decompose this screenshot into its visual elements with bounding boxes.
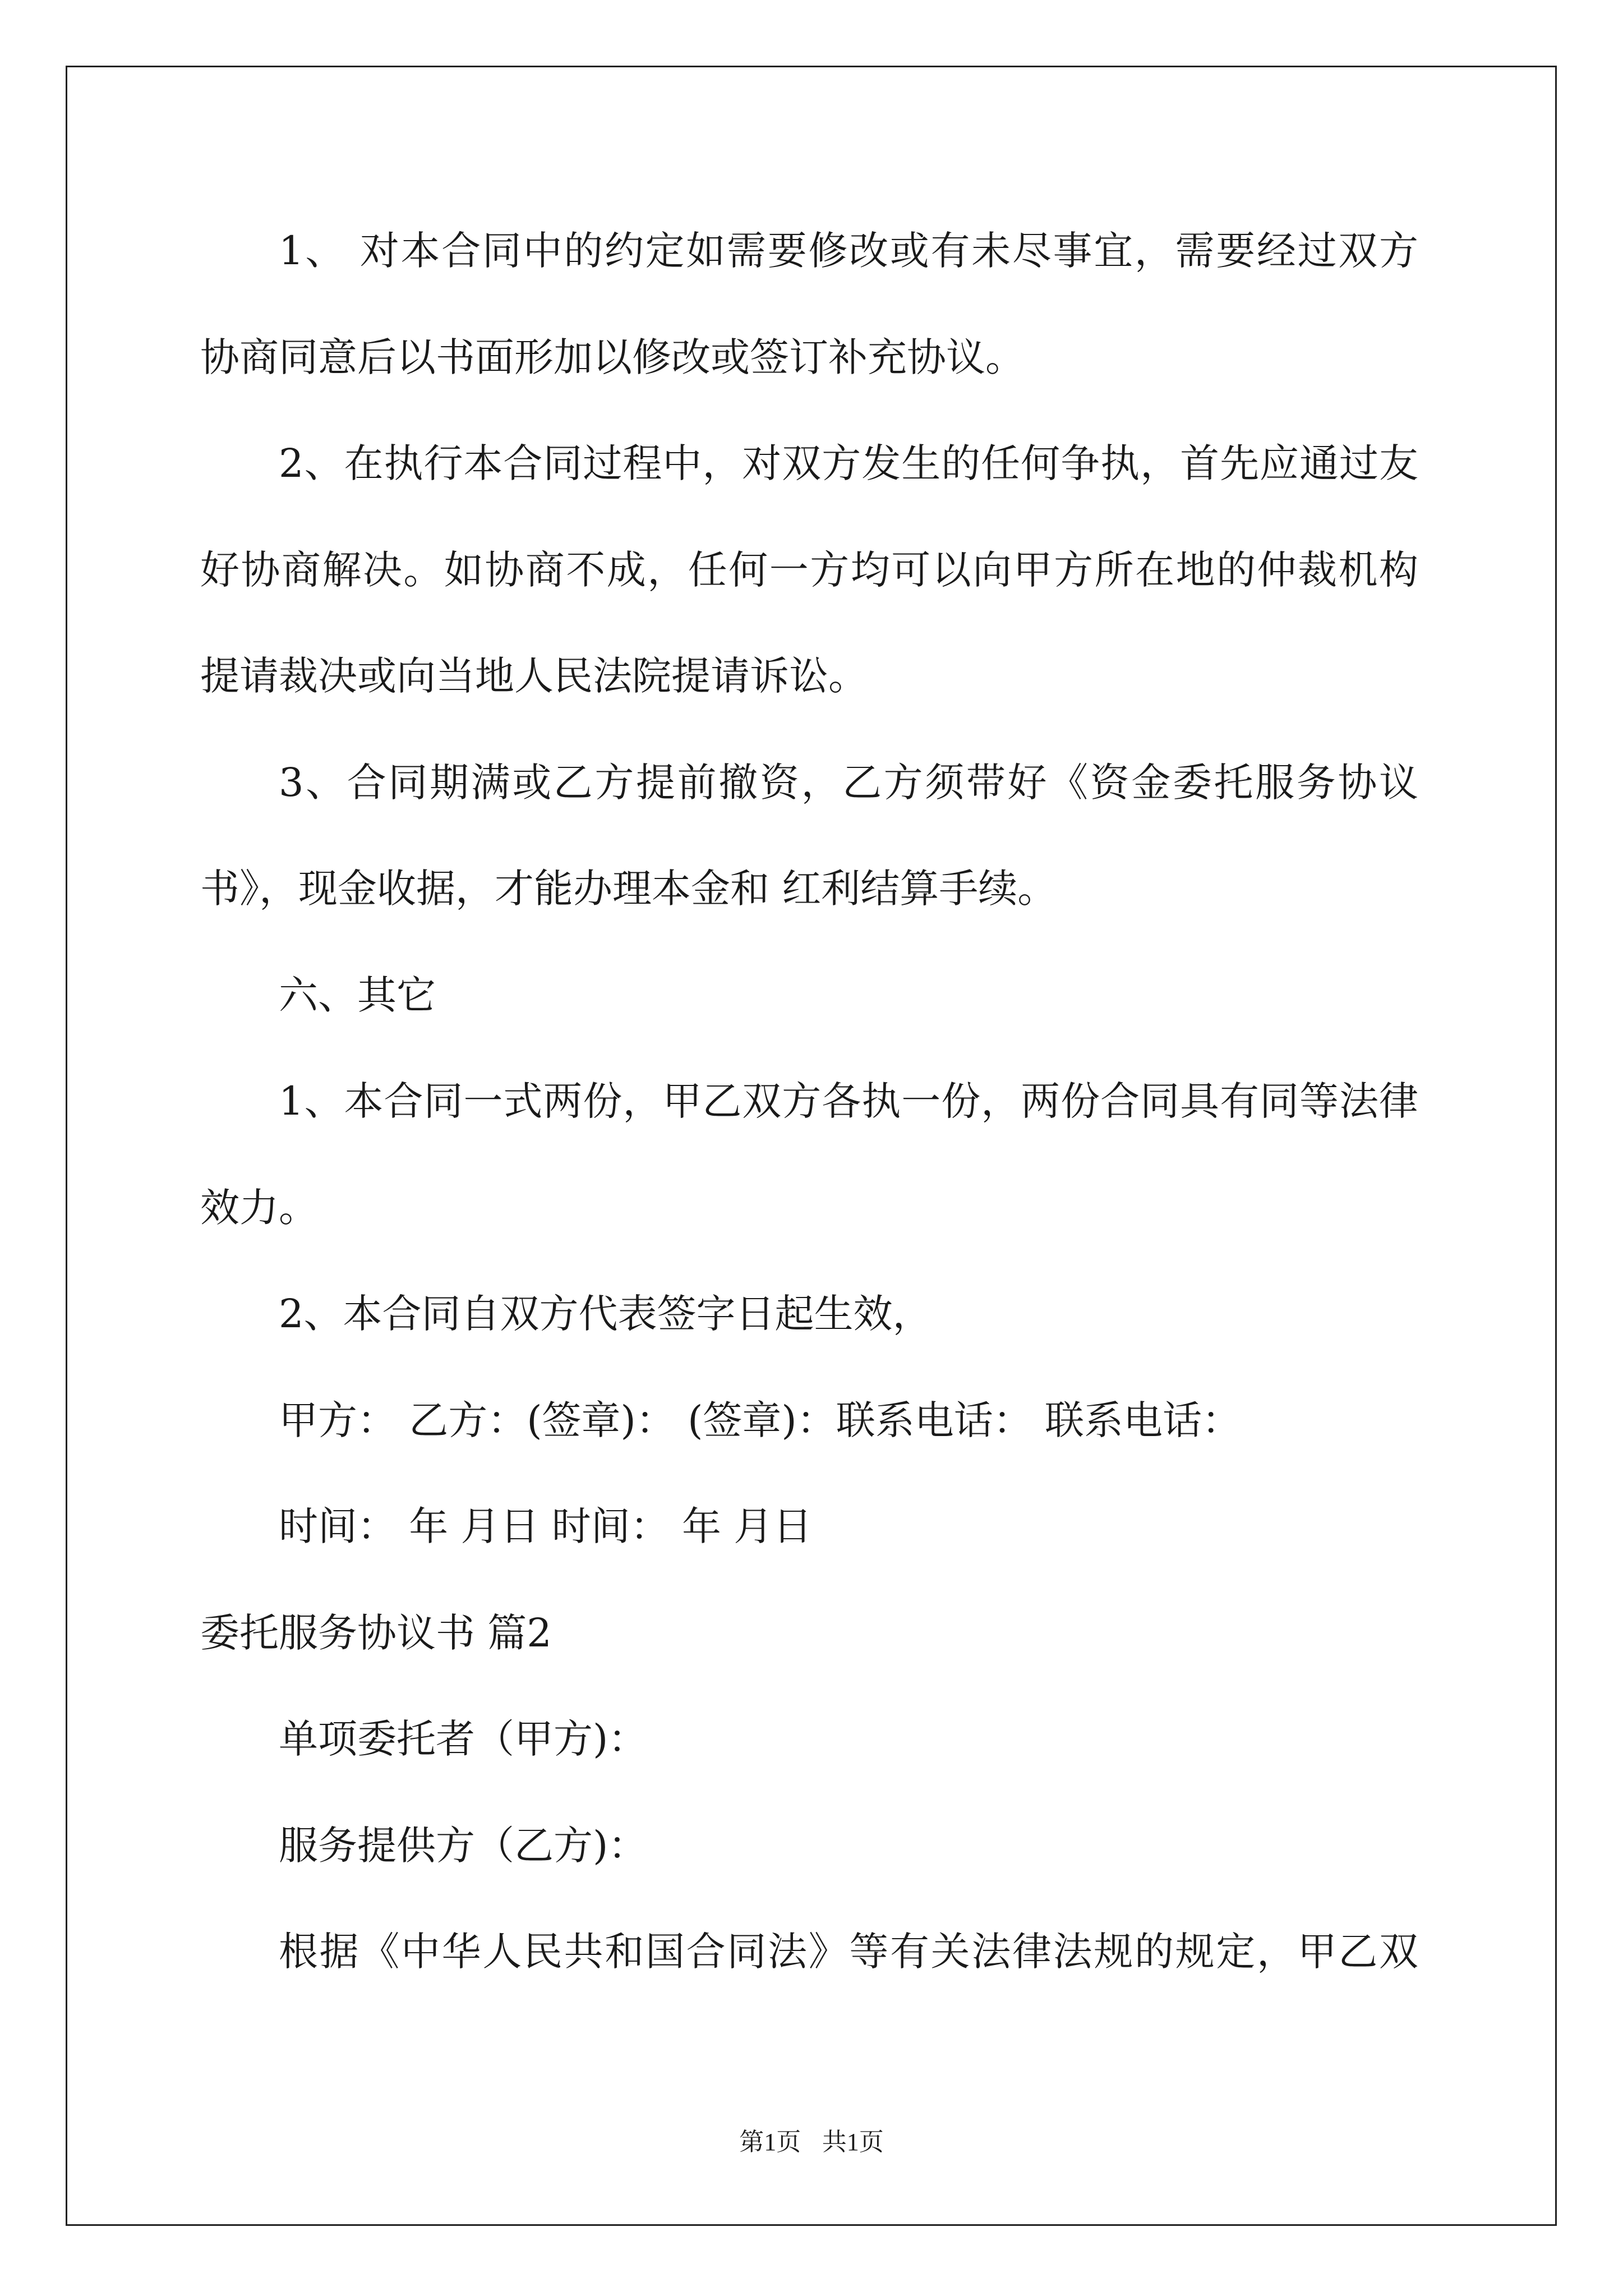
clause-1-line-1: 1、 对本合同中的约定如需要修改或有未尽事宜，需要经过双方 <box>279 228 1418 274</box>
party-b-line: 服务提供方（乙方)： <box>279 1822 648 1869</box>
section-6-clause-1-line-1: 1、本合同一式两份，甲乙双方各执一份，两份合同具有同等法律 <box>279 1078 1418 1124</box>
clause-3-line-1: 3、合同期满或乙方提前撤资，乙方须带好《资金委托服务协议 <box>279 759 1418 806</box>
preamble-line: 根据《中华人民共和国合同法》等有关法律法规的规定，甲乙双 <box>279 1929 1418 1975</box>
clause-1-line-2: 协商同意后以书面形加以修改或签订补充协议。 <box>200 334 1025 380</box>
clause-2-line-2: 好协商解决。如协商不成，任何一方均可以向甲方所在地的仲裁机构 <box>200 546 1418 593</box>
section-6-clause-1-line-2: 效力。 <box>200 1184 318 1231</box>
clause-3-line-2: 书》，现金收据，才能办理本金和 红利结算手续。 <box>200 866 1057 912</box>
date-line: 时间： 年 月日 时间： 年 月日 <box>279 1503 813 1549</box>
section-6-heading: 六、其它 <box>279 972 436 1018</box>
document-body <box>200 198 1418 2005</box>
clause-2-line-1: 2、在执行本合同过程中，对双方发生的任何争执，首先应通过友 <box>279 440 1418 486</box>
page-footer: 第1页 共1页 <box>739 2128 884 2156</box>
agreement-2-title: 委托服务协议书 篇2 <box>200 1609 552 1656</box>
section-6-clause-2: 2、本合同自双方代表签字日起生效， <box>279 1291 932 1337</box>
signature-line: 甲方： 乙方：(签章)： (签章)：联系电话： 联系电话： <box>279 1397 1241 1443</box>
clause-2-line-3: 提请裁决或向当地人民法院提请诉讼。 <box>200 653 868 699</box>
party-a-line: 单项委托者（甲方)： <box>279 1716 648 1762</box>
